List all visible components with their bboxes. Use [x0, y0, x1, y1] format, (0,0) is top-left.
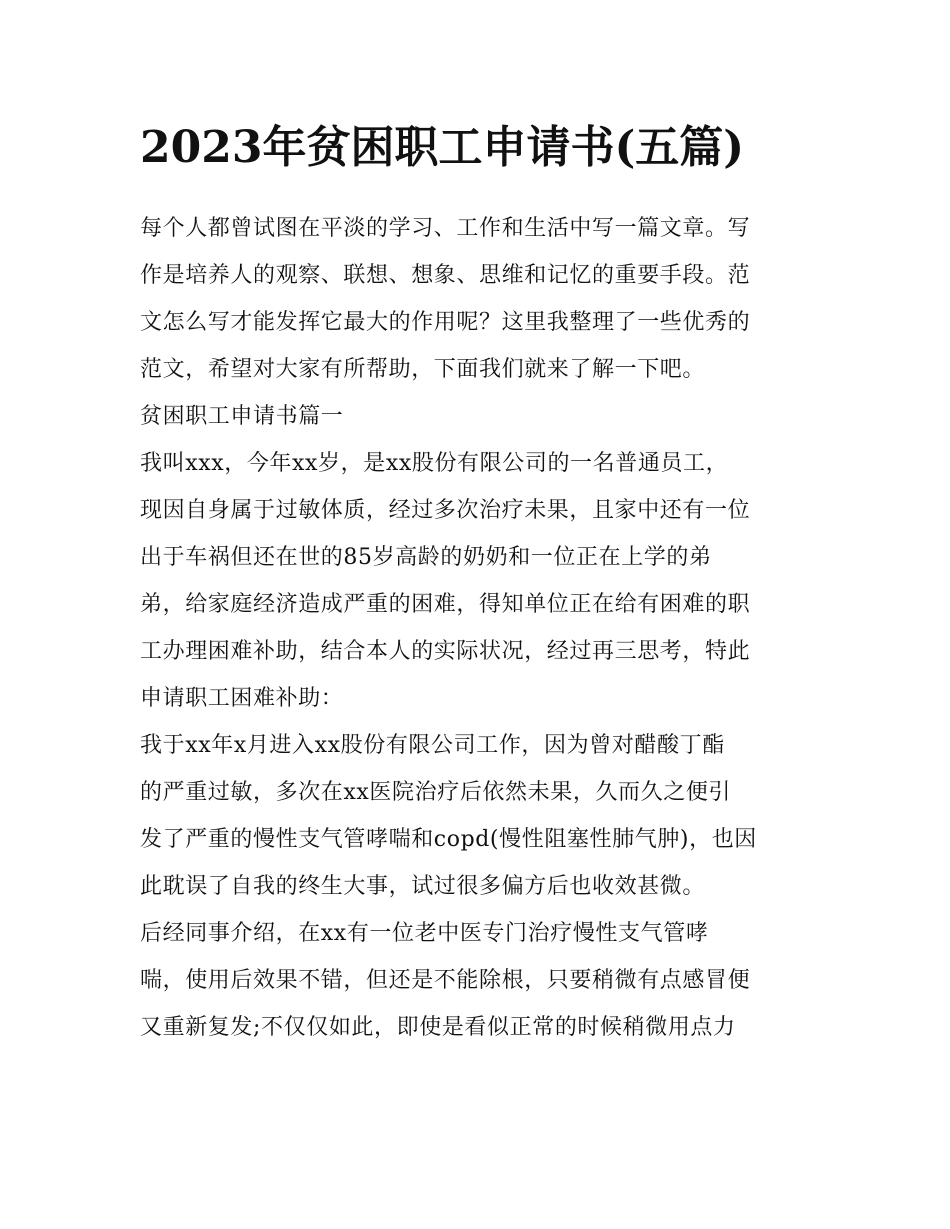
section-heading: 贫困职工申请书篇一 — [140, 404, 344, 429]
document-title: 2023年贫困职工申请书(五篇) — [140, 122, 745, 173]
text-line: 每个人都曾试图在平淡的学习、工作和生活中写一篇文章。写 — [140, 216, 751, 241]
text-line: 范文，希望对大家有所帮助，下面我们就来了解一下吧。 — [140, 357, 706, 382]
text-line: 喘，使用后效果不错，但还是不能除根，只要稍微有点感冒便 — [140, 968, 751, 993]
text-line: 申请职工困难补助： — [140, 686, 344, 711]
text-line: 文怎么写才能发挥它最大的作用呢？这里我整理了一些优秀的 — [140, 310, 751, 335]
document-body — [140, 205, 820, 1051]
text-line: 出于车祸但还在世的85岁高龄的奶奶和一位正在上学的弟 — [140, 545, 712, 570]
text-line: 作是培养人的观察、联想、想象、思维和记忆的重要手段。范 — [140, 263, 751, 288]
text-line: 工办理困难补助，结合本人的实际状况，经过再三思考，特此 — [140, 639, 751, 664]
text-line: 发了严重的慢性支气管哮喘和copd(慢性阻塞性肺气肿)，也因 — [140, 827, 757, 852]
text-line: 弟，给家庭经济造成严重的困难，得知单位正在给有困难的职 — [140, 592, 751, 617]
text-line: 的严重过敏，多次在xx医院治疗后依然未果，久而久之便引 — [140, 780, 732, 805]
text-line: 又重新复发;不仅仅如此，即使是看似正常的时候稍微用点力 — [140, 1015, 736, 1040]
text-line: 我叫xxx，今年xx岁，是xx股份有限公司的一名普通员工， — [140, 451, 729, 476]
text-line: 此耽误了自我的终生大事，试过很多偏方后也收效甚微。 — [140, 874, 706, 899]
text-line: 现因自身属于过敏体质，经过多次治疗未果，且家中还有一位 — [140, 498, 751, 523]
text-line: 后经同事介绍，在xx有一位老中医专门治疗慢性支气管哮 — [140, 921, 709, 946]
text-line: 我于xx年x月进入xx股份有限公司工作，因为曾对醋酸丁酯 — [140, 733, 725, 758]
